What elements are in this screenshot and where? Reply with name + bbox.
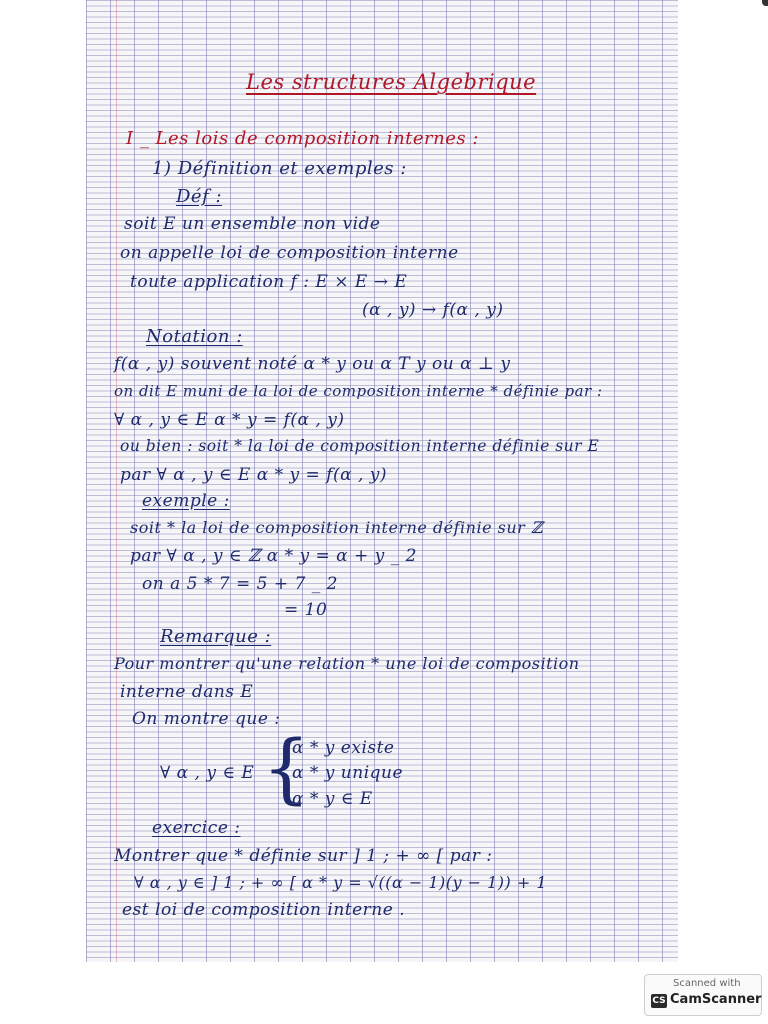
camscanner-badge: [644, 974, 762, 1016]
remark-condition: α * y unique: [292, 763, 404, 783]
example-label: exemple :: [142, 491, 230, 511]
notation-line: on dit E muni de la loi de composition interne * définie par :: [114, 382, 603, 400]
page-title: Les structures Algebrique: [246, 70, 537, 94]
remark-line: On montre que :: [132, 709, 281, 729]
example-line: soit * la loi de composition interne définie sur ℤ: [130, 518, 544, 537]
scan-artifact: [762, 0, 768, 6]
margin-line: [116, 0, 117, 962]
exercise-line: Montrer que * définie sur ] 1 ; + ∞ [ par :: [114, 846, 493, 866]
example-line: on a 5 * 7 = 5 + 7 _ 2: [142, 574, 338, 594]
badge-brand: CamScanner: [670, 992, 762, 1007]
definition-line: toute application f : E × E → E: [130, 272, 408, 292]
example-line: par ∀ α , y ∈ ℤ α * y = α + y _ 2: [130, 546, 417, 566]
remark-quantifier: ∀ α , y ∈ E: [160, 763, 255, 783]
definition-line: on appelle loi de composition interne: [120, 243, 459, 263]
exercise-line: est loi de composition interne .: [122, 900, 406, 920]
exercise-line: ∀ α , y ∈ ] 1 ; + ∞ [ α * y = √((α − 1)(y − 1)) + 1: [134, 873, 548, 892]
notation-line: f(α , y) souvent noté α * y ou α T y ou α ⊥ y: [114, 354, 511, 374]
notation-line: ou bien : soit * la loi de composition interne définie sur E: [120, 437, 600, 455]
notation-line: ∀ α , y ∈ E α * y = f(α , y): [114, 410, 345, 430]
section-heading: I _ Les lois de composition internes :: [126, 128, 479, 149]
left-brace: {: [262, 723, 311, 812]
notation-label: Notation :: [146, 326, 243, 347]
badge-caption: Scanned with: [673, 978, 741, 989]
definition-line: (α , y) → f(α , y): [362, 300, 504, 320]
definition-label: Déf :: [176, 186, 223, 207]
remark-line: interne dans E: [120, 682, 254, 702]
notebook-page: [86, 0, 678, 962]
camscanner-logo-icon: CS: [652, 996, 666, 1006]
remark-condition: α * y ∈ E: [292, 789, 373, 809]
subsection-heading: 1) Définition et exemples :: [152, 158, 407, 179]
remark-label: Remarque :: [160, 626, 272, 647]
example-line: = 10: [284, 600, 328, 620]
notation-line: par ∀ α , y ∈ E α * y = f(α , y): [120, 465, 388, 485]
remark-condition: α * y existe: [292, 738, 395, 758]
definition-line: soit E un ensemble non vide: [124, 214, 381, 234]
remark-line: Pour montrer qu'une relation * une loi de composition: [114, 654, 580, 673]
exercise-label: exercice :: [152, 818, 241, 838]
